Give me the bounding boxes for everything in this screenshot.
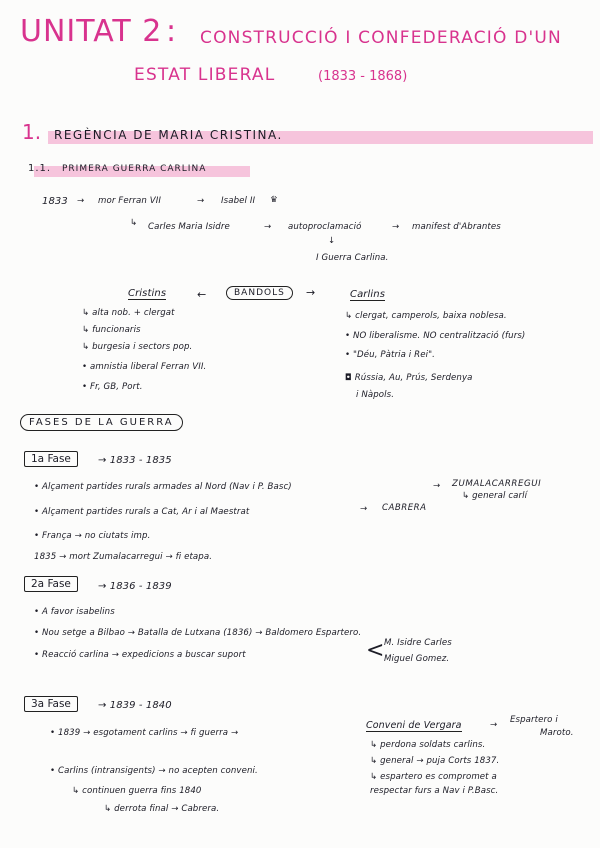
- fase-3-line: ↳ derrota final → Cabrera.: [104, 804, 220, 814]
- chain-arrow-1: →: [77, 196, 85, 206]
- chain-death-ferran: mor Ferran VII: [98, 196, 161, 206]
- carlins-item: ◘ Rússia, Au, Prús, Serdenya: [345, 373, 473, 383]
- fase-1-dates: → 1833 - 1835: [98, 455, 172, 466]
- bandols-pill: BANDOLS: [226, 286, 293, 300]
- fase-3-line: • Carlins (intransigents) → no acepten conveni.: [50, 766, 258, 776]
- carlins-item: • NO liberalisme. NO centralització (furs): [345, 331, 526, 341]
- fase-2-brace: <: [366, 638, 385, 663]
- conveni-point: respectar furs a Nav i P.Basc.: [370, 786, 499, 796]
- conveni-point: ↳ espartero es compromet a: [370, 772, 497, 782]
- fase-3-label: 3a Fase: [24, 696, 78, 712]
- fase-1-zumalacarregui: ZUMALACARREGUI: [452, 479, 542, 489]
- conveni-point: ↳ general → puja Corts 1837.: [370, 756, 500, 766]
- title-line-1: CONSTRUCCIÓ I CONFEDERACIÓ D'UN: [200, 28, 562, 48]
- fase-1-general: ↳ general carlí: [462, 491, 528, 501]
- hook-arrow-icon: ↳: [130, 218, 138, 228]
- section-heading: REGÈNCIA DE MARIA CRISTINA.: [54, 128, 283, 142]
- chain-arrow-3: →: [264, 222, 272, 232]
- fase-1-arrow: →: [360, 504, 368, 514]
- conveni-maroto: Maroto.: [540, 728, 574, 738]
- chain-manifest: manifest d'Abrantes: [412, 222, 501, 232]
- fase-1-arrow: →: [433, 481, 441, 491]
- fase-2-line: • A favor isabelins: [34, 607, 115, 617]
- chain-isabel: Isabel II: [221, 196, 256, 206]
- fase-1-line: • França → no ciutats imp.: [34, 531, 151, 541]
- cristins-item: ↳ alta nob. + clergat: [82, 308, 175, 318]
- bandols-right-arrow: →: [306, 286, 316, 299]
- section-number: 1.: [22, 120, 42, 144]
- fase-1-line: • Alçament partides rurals armades al Nord (Nav i P. Basc): [34, 482, 292, 492]
- cristins-item: ↳ burgesia i sectors pop.: [82, 342, 193, 352]
- fase-3-dates: → 1839 - 1840: [98, 700, 172, 711]
- cristins-item: ↳ funcionaris: [82, 325, 141, 335]
- fase-2-line: • Nou setge a Bilbao → Batalla de Lutxana (1836) → Baldomero Espartero.: [34, 628, 362, 638]
- subsection-number: 1.1.: [28, 163, 52, 174]
- conveni-vergara: Conveni de Vergara: [366, 720, 462, 731]
- carlins-item: • "Déu, Pàtria i Rei".: [345, 350, 435, 360]
- fase-2-dates: → 1836 - 1839: [98, 581, 172, 592]
- fase-2-label: 2a Fase: [24, 576, 78, 592]
- carlins-item: i Nàpols.: [356, 390, 395, 400]
- chain-first-war: I Guerra Carlina.: [316, 253, 389, 263]
- chain-carles: Carles Maria Isidre: [148, 222, 230, 232]
- fase-1-line: 1835 → mort Zumalacarregui → fi etapa.: [34, 552, 213, 562]
- crown-icon: ♛: [270, 195, 278, 205]
- bandols-left-arrow: ←: [197, 288, 207, 301]
- fase-3-line: • 1839 → esgotament carlins → fi guerra →: [50, 728, 239, 738]
- chain-down-arrow: ↓: [328, 236, 336, 246]
- cristins-item: • Fr, GB, Port.: [82, 382, 143, 392]
- carlins-item: ↳ clergat, camperols, baixa noblesa.: [345, 311, 507, 321]
- fase-2-isidre: M. Isidre Carles: [384, 638, 452, 648]
- subsection-heading: PRIMERA GUERRA CARLINA: [62, 164, 207, 174]
- fase-1-line: • Alçament partides rurals a Cat, Ar i al Maestrat: [34, 507, 250, 517]
- fase-1-cabrera: CABRERA: [382, 503, 427, 513]
- title-colon: :: [166, 14, 178, 49]
- chain-autoproclamacio: autoproclamació: [288, 222, 362, 232]
- chain-year: 1833: [42, 196, 68, 207]
- fase-2-gomez: Miguel Gomez.: [384, 654, 450, 664]
- conveni-espartero: Espartero i: [510, 715, 558, 725]
- fase-1-label: 1a Fase: [24, 451, 78, 467]
- cristins-title: Cristins: [128, 288, 167, 299]
- cristins-item: • amnistia liberal Ferran VII.: [82, 362, 207, 372]
- unit-title: UNITAT 2: [20, 14, 163, 49]
- fases-heading: FASES DE LA GUERRA: [20, 414, 183, 431]
- fase-2-line: • Reacció carlina → expedicions a buscar suport: [34, 650, 246, 660]
- conveni-arrow: →: [490, 720, 498, 730]
- carlins-title: Carlins: [350, 289, 386, 300]
- title-line-2: ESTAT LIBERAL: [134, 65, 276, 85]
- conveni-point: ↳ perdona soldats carlins.: [370, 740, 486, 750]
- chain-arrow-2: →: [197, 196, 205, 206]
- fase-3-line: ↳ continuen guerra fins 1840: [72, 786, 202, 796]
- chain-arrow-4: →: [392, 222, 400, 232]
- title-dates: (1833 - 1868): [318, 69, 408, 84]
